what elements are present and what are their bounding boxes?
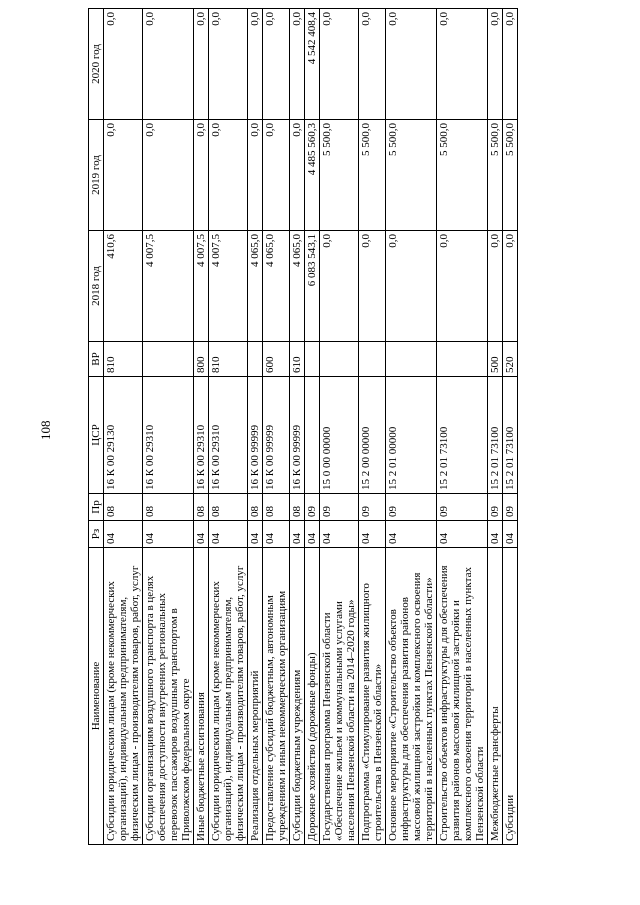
table-row bbox=[386, 9, 437, 845]
cell-name: Межбюджетные трансферты bbox=[488, 548, 503, 845]
cell-2019: 4 485 560,3 bbox=[305, 120, 320, 231]
table-row bbox=[359, 9, 386, 845]
table-row bbox=[437, 9, 488, 845]
cell-2019: 5 500,0 bbox=[437, 120, 488, 231]
cell-2019: 5 500,0 bbox=[320, 120, 359, 231]
cell-pr: 09 bbox=[488, 494, 503, 521]
cell-2018: 4 007,5 bbox=[209, 231, 248, 342]
cell-rz: 04 bbox=[305, 521, 320, 548]
cell-csr: 16 К 00 29310 bbox=[209, 377, 248, 494]
cell-2018: 6 083 543,1 bbox=[305, 231, 320, 342]
cell-rz: 04 bbox=[104, 521, 143, 548]
cell-2018: 0,0 bbox=[488, 231, 503, 342]
cell-2020: 0,0 bbox=[194, 9, 209, 120]
cell-csr: 15 0 00 00000 bbox=[320, 377, 359, 494]
cell-rz: 04 bbox=[248, 521, 263, 548]
cell-rz: 04 bbox=[503, 521, 518, 548]
header-pr: Пр bbox=[89, 494, 104, 521]
cell-vr bbox=[359, 342, 386, 377]
cell-name: Иные бюджетные ассигнования bbox=[194, 548, 209, 845]
table-row bbox=[290, 9, 305, 845]
cell-vr: 500 bbox=[488, 342, 503, 377]
cell-rz: 04 bbox=[209, 521, 248, 548]
cell-2018: 4 007,5 bbox=[143, 231, 194, 342]
table-row bbox=[104, 9, 143, 845]
cell-2020: 0,0 bbox=[437, 9, 488, 120]
cell-csr: 16 К 00 29130 bbox=[104, 377, 143, 494]
cell-vr bbox=[386, 342, 437, 377]
cell-pr: 09 bbox=[320, 494, 359, 521]
cell-rz: 04 bbox=[359, 521, 386, 548]
cell-name: Субсидии юридическим лицам (кроме некоммерческих организаций), индивидуальным предпринимателям, физическим лицам - производителям товаров, работ, услуг bbox=[104, 548, 143, 845]
cell-vr bbox=[437, 342, 488, 377]
cell-pr: 08 bbox=[263, 494, 290, 521]
cell-vr: 520 bbox=[503, 342, 518, 377]
cell-2019: 0,0 bbox=[263, 120, 290, 231]
header-csr: ЦСР bbox=[89, 377, 104, 494]
header-vr: ВР bbox=[89, 342, 104, 377]
cell-2018: 0,0 bbox=[320, 231, 359, 342]
budget-table bbox=[88, 8, 518, 845]
cell-2018: 4 065,0 bbox=[263, 231, 290, 342]
cell-2020: 0,0 bbox=[248, 9, 263, 120]
cell-csr: 15 2 01 73100 bbox=[503, 377, 518, 494]
cell-name: Подпрограмма «Стимулирование развития жилищного строительства в Пензенской области» bbox=[359, 548, 386, 845]
cell-2018: 0,0 bbox=[386, 231, 437, 342]
cell-vr bbox=[248, 342, 263, 377]
cell-name: Строительство объектов инфраструктуры для обеспечения развития районов массовой жилищной застройки и комплексного освоения территорий в населенных пунктах Пензенской области bbox=[437, 548, 488, 845]
cell-vr: 810 bbox=[209, 342, 248, 377]
cell-pr: 09 bbox=[503, 494, 518, 521]
cell-2020: 0,0 bbox=[320, 9, 359, 120]
table-row bbox=[194, 9, 209, 845]
cell-vr: 600 bbox=[263, 342, 290, 377]
cell-csr: 15 2 01 00000 bbox=[386, 377, 437, 494]
cell-rz: 04 bbox=[437, 521, 488, 548]
cell-pr: 09 bbox=[437, 494, 488, 521]
cell-2020: 0,0 bbox=[104, 9, 143, 120]
rotated-table-container bbox=[88, 12, 518, 845]
cell-csr: 16 К 00 29310 bbox=[143, 377, 194, 494]
cell-2019: 5 500,0 bbox=[488, 120, 503, 231]
cell-2020: 0,0 bbox=[503, 9, 518, 120]
cell-vr bbox=[320, 342, 359, 377]
cell-2019: 0,0 bbox=[104, 120, 143, 231]
cell-pr: 09 bbox=[386, 494, 437, 521]
cell-csr: 16 К 00 29310 bbox=[194, 377, 209, 494]
cell-2020: 0,0 bbox=[488, 9, 503, 120]
cell-csr bbox=[305, 377, 320, 494]
cell-pr: 08 bbox=[194, 494, 209, 521]
cell-rz: 04 bbox=[320, 521, 359, 548]
cell-csr: 15 2 01 73100 bbox=[437, 377, 488, 494]
header-2020: 2020 год bbox=[89, 9, 104, 120]
cell-csr: 16 К 00 99999 bbox=[248, 377, 263, 494]
cell-name: Дорожное хозяйство (дорожные фонды) bbox=[305, 548, 320, 845]
cell-2019: 0,0 bbox=[290, 120, 305, 231]
cell-vr bbox=[305, 342, 320, 377]
cell-2019: 0,0 bbox=[209, 120, 248, 231]
header-name: Наименование bbox=[89, 548, 104, 845]
cell-2019: 0,0 bbox=[194, 120, 209, 231]
cell-2019: 5 500,0 bbox=[503, 120, 518, 231]
cell-2020: 0,0 bbox=[209, 9, 248, 120]
cell-2020: 0,0 bbox=[386, 9, 437, 120]
cell-pr: 08 bbox=[248, 494, 263, 521]
cell-2018: 0,0 bbox=[359, 231, 386, 342]
table-row bbox=[143, 9, 194, 845]
cell-pr: 09 bbox=[305, 494, 320, 521]
cell-name: Реализация отдельных мероприятий bbox=[248, 548, 263, 845]
table-row bbox=[248, 9, 263, 845]
cell-2018: 4 065,0 bbox=[290, 231, 305, 342]
cell-name: Субсидии bbox=[503, 548, 518, 845]
cell-2020: 4 542 408,4 bbox=[305, 9, 320, 120]
cell-rz: 04 bbox=[143, 521, 194, 548]
table-body bbox=[104, 9, 518, 845]
cell-name: Субсидии юридическим лицам (кроме некоммерческих организаций), индивидуальным предпринимателям, физическим лицам - производителям товаров, работ, услуг bbox=[209, 548, 248, 845]
cell-name: Субсидии организациям воздушного транспорта в целях обеспечения доступности внутренних региональных перевозок пассажиров воздушным транспортом в Приволжском федеральном округе bbox=[143, 548, 194, 845]
cell-rz: 04 bbox=[488, 521, 503, 548]
cell-csr: 15 2 01 73100 bbox=[488, 377, 503, 494]
cell-2020: 0,0 bbox=[290, 9, 305, 120]
cell-vr: 610 bbox=[290, 342, 305, 377]
cell-pr: 08 bbox=[143, 494, 194, 521]
cell-csr: 16 К 00 99999 bbox=[263, 377, 290, 494]
table-row bbox=[305, 9, 320, 845]
header-rz: Рз bbox=[89, 521, 104, 548]
cell-2018: 410,6 bbox=[104, 231, 143, 342]
cell-name: Предоставление субсидий бюджетным, автономным учреждениям и иным некоммерческим организациям bbox=[263, 548, 290, 845]
cell-2018: 4 065,0 bbox=[248, 231, 263, 342]
cell-rz: 04 bbox=[290, 521, 305, 548]
cell-rz: 04 bbox=[386, 521, 437, 548]
cell-2019: 5 500,0 bbox=[359, 120, 386, 231]
cell-name: Субсидии бюджетным учреждениям bbox=[290, 548, 305, 845]
table-row bbox=[320, 9, 359, 845]
page-number: 108 bbox=[38, 420, 53, 440]
cell-pr: 08 bbox=[104, 494, 143, 521]
cell-2018: 0,0 bbox=[503, 231, 518, 342]
cell-2019: 0,0 bbox=[143, 120, 194, 231]
cell-2020: 0,0 bbox=[143, 9, 194, 120]
cell-2019: 0,0 bbox=[248, 120, 263, 231]
table-header-row bbox=[89, 9, 104, 845]
cell-pr: 08 bbox=[290, 494, 305, 521]
table-row bbox=[263, 9, 290, 845]
cell-2018: 4 007,5 bbox=[194, 231, 209, 342]
cell-2020: 0,0 bbox=[359, 9, 386, 120]
cell-rz: 04 bbox=[263, 521, 290, 548]
cell-name: Основное мероприятие «Строительство объектов инфраструктуры для обеспечения развития районов массовой жилищной застройки и комплексного освоения территорий в населенных пунктах Пензенской области» bbox=[386, 548, 437, 845]
cell-pr: 09 bbox=[359, 494, 386, 521]
cell-csr: 15 2 00 00000 bbox=[359, 377, 386, 494]
table-row bbox=[488, 9, 503, 845]
cell-csr: 16 К 00 99999 bbox=[290, 377, 305, 494]
cell-rz: 04 bbox=[194, 521, 209, 548]
cell-vr: 800 bbox=[194, 342, 209, 377]
header-2018: 2018 год bbox=[89, 231, 104, 342]
table-row bbox=[503, 9, 518, 845]
cell-2018: 0,0 bbox=[437, 231, 488, 342]
cell-vr bbox=[143, 342, 194, 377]
header-2019: 2019 год bbox=[89, 120, 104, 231]
cell-name: Государственная программа Пензенской области «Обеспечение жильем и коммунальными услугами населения Пензенской области на 2014–2020 годы» bbox=[320, 548, 359, 845]
table-row bbox=[209, 9, 248, 845]
cell-2020: 0,0 bbox=[263, 9, 290, 120]
cell-vr: 810 bbox=[104, 342, 143, 377]
cell-pr: 08 bbox=[209, 494, 248, 521]
cell-2019: 5 500,0 bbox=[386, 120, 437, 231]
